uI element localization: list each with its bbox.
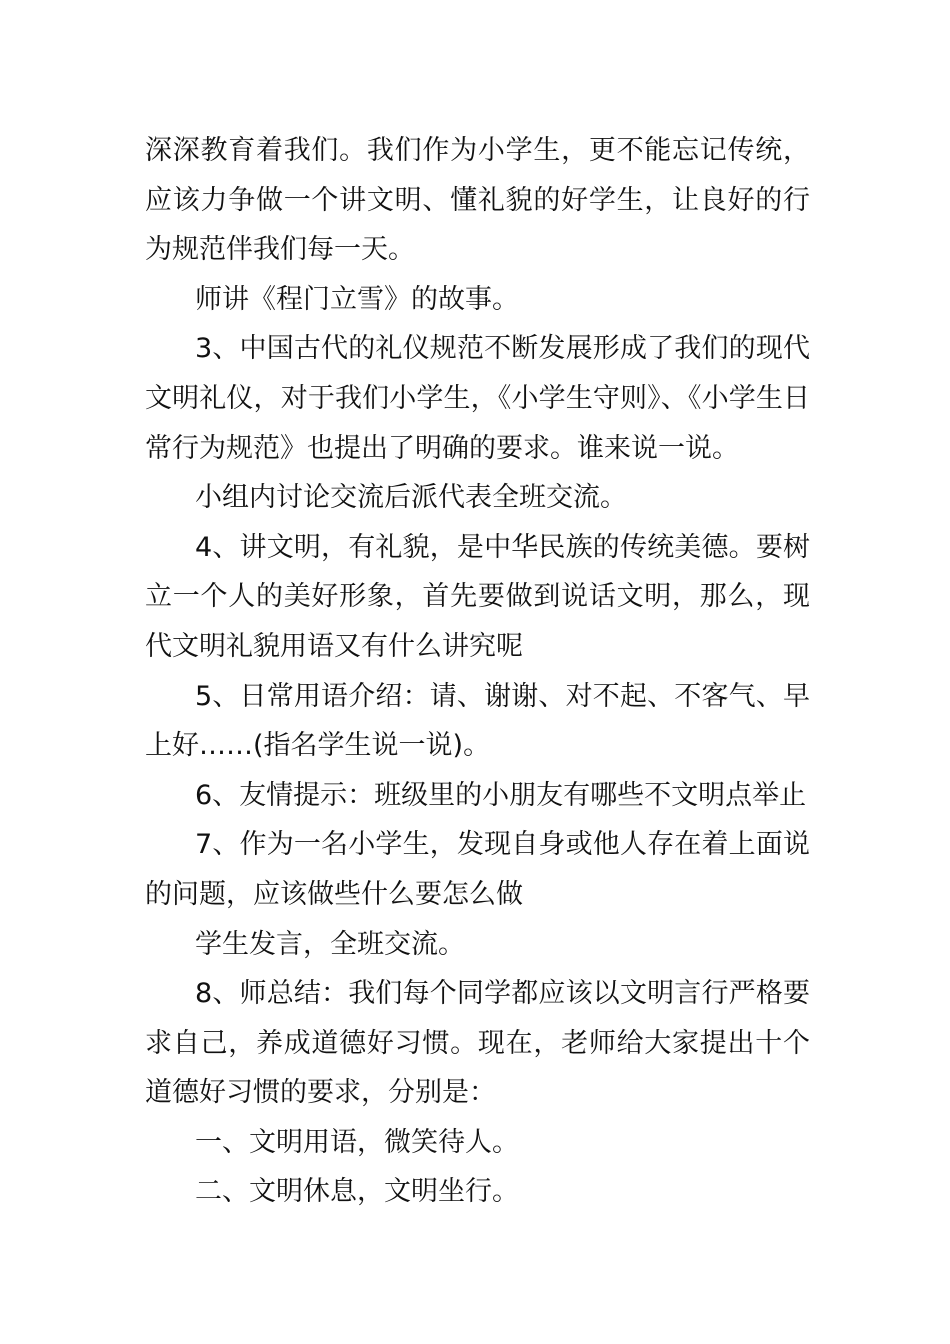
- paragraph-habit-1: 一、文明用语，微笑待人。: [195, 1126, 519, 1158]
- paragraph-item-6: 6、友情提示：班级里的小朋友有哪些不文明点举止: [195, 779, 807, 811]
- document-body: [145, 126, 810, 1217]
- paragraph-group-discussion: 小组内讨论交流后派代表全班交流。: [195, 482, 627, 514]
- paragraph-item-3: 3、中国古代的礼仪规范不断发展形成了我们的现代文明礼仪，对于我们小学生，《小学生守则》、《小学生日常行为规范》也提出了明确的要求。谁来说一说。: [145, 333, 810, 464]
- paragraph-story: 师讲《程门立雪》的故事。: [195, 283, 519, 315]
- paragraph-habit-2: 二、文明休息，文明坐行。: [195, 1176, 519, 1208]
- paragraph-student-speech: 学生发言，全班交流。: [195, 928, 465, 960]
- paragraph-item-5: 5、日常用语介绍：请、谢谢、对不起、不客气、早上好……(指名学生说一说)。: [145, 680, 810, 762]
- paragraph-continuation: 深深教育着我们。我们作为小学生，更不能忘记传统，应该力争做一个讲文明、懂礼貌的好学生，让良好的行为规范伴我们每一天。: [145, 135, 810, 266]
- paragraph-item-7: 7、作为一名小学生，发现自身或他人存在着上面说的问题，应该做些什么要怎么做: [145, 829, 810, 910]
- paragraph-item-4: 4、讲文明，有礼貌，是中华民族的传统美德。要树立一个人的美好形象，首先要做到说话文明，那么，现代文明礼貌用语又有什么讲究呢: [145, 531, 810, 662]
- paragraph-item-8: 8、师总结：我们每个同学都应该以文明言行严格要求自己，养成道德好习惯。现在，老师给大家提出十个道德好习惯的要求，分别是：: [145, 978, 810, 1109]
